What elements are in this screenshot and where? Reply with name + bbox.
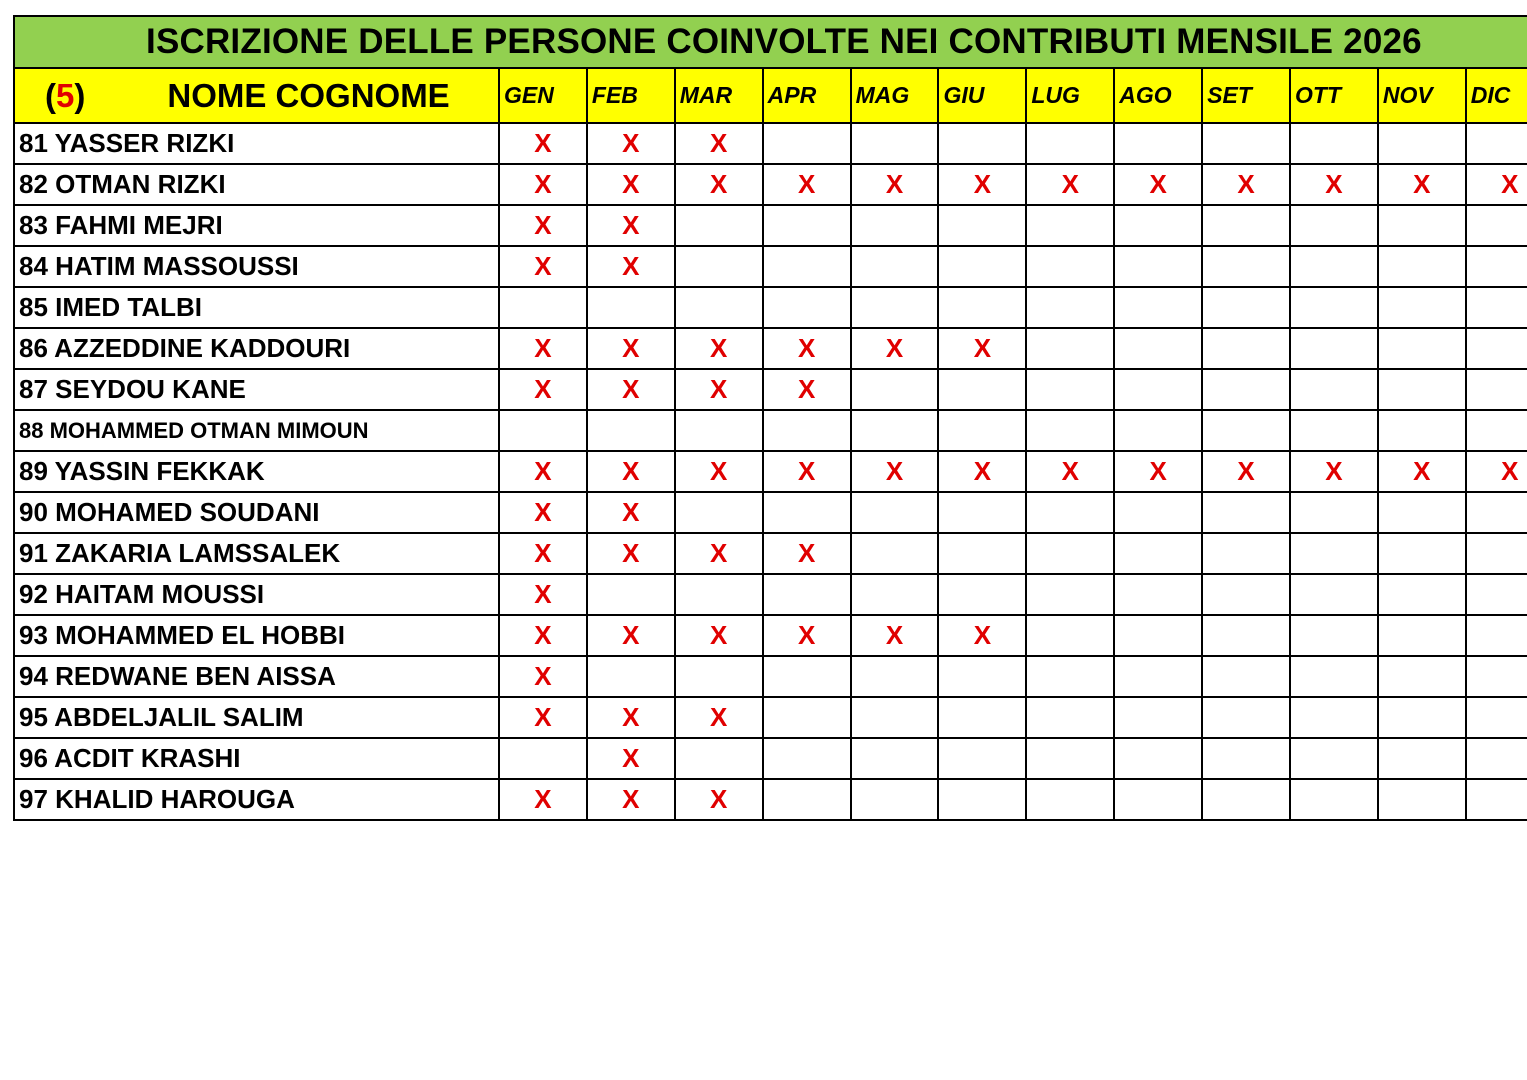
payment-mark-cell[interactable] bbox=[938, 574, 1026, 615]
person-name-cell[interactable]: 91 ZAKARIA LAMSSALEK bbox=[14, 533, 499, 574]
payment-mark-cell[interactable]: X bbox=[587, 451, 675, 492]
payment-mark-cell[interactable] bbox=[1114, 656, 1202, 697]
payment-mark-cell[interactable] bbox=[1378, 328, 1466, 369]
payment-mark-cell[interactable] bbox=[1466, 410, 1527, 451]
payment-mark-cell[interactable]: X bbox=[499, 574, 587, 615]
payment-mark-cell[interactable]: X bbox=[587, 246, 675, 287]
payment-mark-cell[interactable] bbox=[1378, 369, 1466, 410]
payment-mark-cell[interactable]: X bbox=[587, 533, 675, 574]
payment-mark-cell[interactable] bbox=[1202, 574, 1290, 615]
payment-mark-cell[interactable]: X bbox=[1026, 164, 1114, 205]
payment-mark-cell[interactable] bbox=[1466, 205, 1527, 246]
payment-mark-cell[interactable] bbox=[1466, 697, 1527, 738]
payment-mark-cell[interactable] bbox=[1026, 369, 1114, 410]
month-header-dic[interactable]: DIC bbox=[1466, 68, 1527, 123]
payment-mark-cell[interactable] bbox=[763, 697, 851, 738]
payment-mark-cell[interactable] bbox=[763, 410, 851, 451]
payment-mark-cell[interactable] bbox=[1114, 123, 1202, 164]
payment-mark-cell[interactable] bbox=[1290, 492, 1378, 533]
payment-mark-cell[interactable] bbox=[1378, 246, 1466, 287]
month-header-mar[interactable]: MAR bbox=[675, 68, 763, 123]
title-row bbox=[14, 16, 1527, 68]
payment-mark-cell[interactable]: X bbox=[587, 492, 675, 533]
payment-mark-cell[interactable] bbox=[851, 205, 939, 246]
table-row bbox=[14, 410, 1527, 451]
open-paren: ( bbox=[45, 76, 56, 114]
payment-mark-cell[interactable] bbox=[1026, 697, 1114, 738]
payment-mark-cell[interactable]: X bbox=[675, 615, 763, 656]
payment-mark-cell[interactable] bbox=[1114, 205, 1202, 246]
payment-mark-cell[interactable] bbox=[675, 246, 763, 287]
payment-mark-cell[interactable] bbox=[851, 574, 939, 615]
payment-mark-cell[interactable]: X bbox=[938, 615, 1026, 656]
payment-mark-cell[interactable] bbox=[763, 205, 851, 246]
group-number: 5 bbox=[56, 76, 75, 114]
payment-mark-cell[interactable] bbox=[1290, 533, 1378, 574]
payment-mark-cell[interactable]: X bbox=[499, 656, 587, 697]
payment-mark-cell[interactable]: X bbox=[763, 533, 851, 574]
payment-mark-cell[interactable] bbox=[851, 287, 939, 328]
payment-mark-cell[interactable] bbox=[1466, 615, 1527, 656]
payment-mark-cell[interactable]: X bbox=[1114, 451, 1202, 492]
person-name-cell[interactable]: 93 MOHAMMED EL HOBBI bbox=[14, 615, 499, 656]
payment-mark-cell[interactable] bbox=[1466, 656, 1527, 697]
payment-mark-cell[interactable] bbox=[1114, 410, 1202, 451]
payment-mark-cell[interactable] bbox=[587, 287, 675, 328]
payment-mark-cell[interactable] bbox=[1202, 123, 1290, 164]
payment-mark-cell[interactable] bbox=[938, 656, 1026, 697]
payment-mark-cell[interactable] bbox=[1114, 779, 1202, 820]
payment-mark-cell[interactable]: X bbox=[499, 123, 587, 164]
payment-mark-cell[interactable]: X bbox=[499, 615, 587, 656]
month-header-gen[interactable]: GEN bbox=[499, 68, 587, 123]
table-row bbox=[14, 246, 1527, 287]
payment-mark-cell[interactable] bbox=[1114, 328, 1202, 369]
payment-mark-cell[interactable] bbox=[1378, 123, 1466, 164]
table-row bbox=[14, 451, 1527, 492]
person-name-cell[interactable]: 92 HAITAM MOUSSI bbox=[14, 574, 499, 615]
payment-mark-cell[interactable] bbox=[1114, 533, 1202, 574]
payment-mark-cell[interactable]: X bbox=[587, 615, 675, 656]
person-name-cell[interactable]: 83 FAHMI MEJRI bbox=[14, 205, 499, 246]
payment-mark-cell[interactable] bbox=[587, 656, 675, 697]
payment-mark-cell[interactable] bbox=[675, 492, 763, 533]
payment-mark-cell[interactable] bbox=[763, 656, 851, 697]
payment-mark-cell[interactable]: X bbox=[499, 492, 587, 533]
payment-mark-cell[interactable] bbox=[1290, 287, 1378, 328]
payment-mark-cell[interactable] bbox=[1290, 369, 1378, 410]
contributions-table bbox=[13, 15, 1527, 821]
payment-mark-cell[interactable] bbox=[938, 246, 1026, 287]
payment-mark-cell[interactable] bbox=[938, 205, 1026, 246]
payment-mark-cell[interactable] bbox=[851, 123, 939, 164]
payment-mark-cell[interactable]: X bbox=[763, 615, 851, 656]
month-header-ott[interactable]: OTT bbox=[1290, 68, 1378, 123]
payment-mark-cell[interactable] bbox=[1202, 246, 1290, 287]
payment-mark-cell[interactable] bbox=[1378, 492, 1466, 533]
payment-mark-cell[interactable]: X bbox=[675, 328, 763, 369]
payment-mark-cell[interactable] bbox=[1378, 574, 1466, 615]
payment-mark-cell[interactable] bbox=[1114, 287, 1202, 328]
sheet-title[interactable]: ISCRIZIONE DELLE PERSONE COINVOLTE NEI CONTRIBUTI MENSILE 2026 bbox=[14, 16, 1527, 68]
payment-mark-cell[interactable] bbox=[1378, 205, 1466, 246]
payment-mark-cell[interactable] bbox=[938, 369, 1026, 410]
payment-mark-cell[interactable] bbox=[1290, 246, 1378, 287]
payment-mark-cell[interactable]: X bbox=[675, 369, 763, 410]
payment-mark-cell[interactable] bbox=[1026, 492, 1114, 533]
payment-mark-cell[interactable] bbox=[1202, 697, 1290, 738]
payment-mark-cell[interactable] bbox=[1026, 410, 1114, 451]
payment-mark-cell[interactable] bbox=[1202, 287, 1290, 328]
payment-mark-cell[interactable]: X bbox=[851, 451, 939, 492]
payment-mark-cell[interactable] bbox=[1290, 328, 1378, 369]
payment-mark-cell[interactable] bbox=[675, 410, 763, 451]
payment-mark-cell[interactable]: X bbox=[587, 779, 675, 820]
payment-mark-cell[interactable] bbox=[1466, 574, 1527, 615]
table-row bbox=[14, 164, 1527, 205]
payment-mark-cell[interactable] bbox=[1290, 738, 1378, 779]
payment-mark-cell[interactable] bbox=[1378, 738, 1466, 779]
payment-mark-cell[interactable] bbox=[1466, 328, 1527, 369]
payment-mark-cell[interactable] bbox=[1466, 246, 1527, 287]
payment-mark-cell[interactable] bbox=[1114, 492, 1202, 533]
payment-mark-cell[interactable] bbox=[851, 369, 939, 410]
payment-mark-cell[interactable] bbox=[851, 533, 939, 574]
payment-mark-cell[interactable]: X bbox=[499, 205, 587, 246]
payment-mark-cell[interactable] bbox=[499, 287, 587, 328]
payment-mark-cell[interactable] bbox=[1378, 533, 1466, 574]
payment-mark-cell[interactable] bbox=[1114, 246, 1202, 287]
payment-mark-cell[interactable]: X bbox=[851, 328, 939, 369]
payment-mark-cell[interactable] bbox=[1026, 205, 1114, 246]
payment-mark-cell[interactable] bbox=[1466, 779, 1527, 820]
payment-mark-cell[interactable]: X bbox=[675, 123, 763, 164]
payment-mark-cell[interactable] bbox=[1466, 738, 1527, 779]
month-header-lug[interactable]: LUG bbox=[1026, 68, 1114, 123]
table-row bbox=[14, 369, 1527, 410]
payment-mark-cell[interactable] bbox=[1466, 492, 1527, 533]
payment-mark-cell[interactable] bbox=[1378, 410, 1466, 451]
payment-mark-cell[interactable] bbox=[938, 123, 1026, 164]
table-row bbox=[14, 738, 1527, 779]
person-name-cell[interactable]: 84 HATIM MASSOUSSI bbox=[14, 246, 499, 287]
payment-mark-cell[interactable] bbox=[1466, 287, 1527, 328]
person-name-cell[interactable]: 86 AZZEDDINE KADDOURI bbox=[14, 328, 499, 369]
payment-mark-cell[interactable] bbox=[675, 656, 763, 697]
payment-mark-cell[interactable] bbox=[1378, 615, 1466, 656]
payment-mark-cell[interactable]: X bbox=[587, 205, 675, 246]
payment-mark-cell[interactable]: X bbox=[938, 164, 1026, 205]
payment-mark-cell[interactable] bbox=[763, 492, 851, 533]
payment-mark-cell[interactable] bbox=[1466, 533, 1527, 574]
close-paren: ) bbox=[74, 76, 86, 114]
payment-mark-cell[interactable] bbox=[851, 779, 939, 820]
payment-mark-cell[interactable]: X bbox=[851, 164, 939, 205]
payment-mark-cell[interactable] bbox=[1290, 615, 1378, 656]
payment-mark-cell[interactable]: X bbox=[763, 369, 851, 410]
payment-mark-cell[interactable] bbox=[938, 533, 1026, 574]
payment-mark-cell[interactable]: X bbox=[1114, 164, 1202, 205]
group-number-label bbox=[45, 77, 85, 115]
payment-mark-cell[interactable] bbox=[1378, 779, 1466, 820]
payment-mark-cell[interactable] bbox=[1114, 574, 1202, 615]
payment-mark-cell[interactable] bbox=[1378, 287, 1466, 328]
payment-mark-cell[interactable] bbox=[1202, 369, 1290, 410]
payment-mark-cell[interactable] bbox=[1202, 410, 1290, 451]
table-row bbox=[14, 656, 1527, 697]
payment-mark-cell[interactable] bbox=[587, 574, 675, 615]
payment-mark-cell[interactable] bbox=[851, 246, 939, 287]
person-name-cell[interactable]: 85 IMED TALBI bbox=[14, 287, 499, 328]
person-name-cell[interactable]: 96 ACDIT KRASHI bbox=[14, 738, 499, 779]
payment-mark-cell[interactable] bbox=[1026, 287, 1114, 328]
payment-mark-cell[interactable] bbox=[1026, 328, 1114, 369]
month-header-feb[interactable]: FEB bbox=[587, 68, 675, 123]
payment-mark-cell[interactable] bbox=[1026, 656, 1114, 697]
payment-mark-cell[interactable]: X bbox=[499, 779, 587, 820]
payment-mark-cell[interactable]: X bbox=[938, 451, 1026, 492]
payment-mark-cell[interactable] bbox=[675, 287, 763, 328]
payment-mark-cell[interactable] bbox=[1202, 656, 1290, 697]
payment-mark-cell[interactable] bbox=[763, 287, 851, 328]
payment-mark-cell[interactable] bbox=[1290, 574, 1378, 615]
payment-mark-cell[interactable]: X bbox=[1466, 451, 1527, 492]
table-row bbox=[14, 492, 1527, 533]
payment-mark-cell[interactable] bbox=[1026, 738, 1114, 779]
payment-mark-cell[interactable] bbox=[1114, 738, 1202, 779]
payment-mark-cell[interactable] bbox=[1114, 697, 1202, 738]
payment-mark-cell[interactable] bbox=[1290, 697, 1378, 738]
payment-mark-cell[interactable] bbox=[763, 123, 851, 164]
payment-mark-cell[interactable] bbox=[1026, 574, 1114, 615]
payment-mark-cell[interactable] bbox=[1202, 779, 1290, 820]
payment-mark-cell[interactable]: X bbox=[587, 123, 675, 164]
payment-mark-cell[interactable]: X bbox=[587, 369, 675, 410]
payment-mark-cell[interactable]: X bbox=[1466, 164, 1527, 205]
person-name-cell[interactable]: 94 REDWANE BEN AISSA bbox=[14, 656, 499, 697]
month-header-set[interactable]: SET bbox=[1202, 68, 1290, 123]
payment-mark-cell[interactable] bbox=[1026, 533, 1114, 574]
payment-mark-cell[interactable] bbox=[1290, 656, 1378, 697]
table-row bbox=[14, 287, 1527, 328]
person-name-cell[interactable]: 89 YASSIN FEKKAK bbox=[14, 451, 499, 492]
payment-mark-cell[interactable] bbox=[938, 697, 1026, 738]
payment-mark-cell[interactable] bbox=[1202, 328, 1290, 369]
person-name-cell[interactable]: 90 MOHAMED SOUDANI bbox=[14, 492, 499, 533]
payment-mark-cell[interactable] bbox=[1290, 410, 1378, 451]
payment-mark-cell[interactable]: X bbox=[1290, 164, 1378, 205]
payment-mark-cell[interactable] bbox=[938, 779, 1026, 820]
payment-mark-cell[interactable] bbox=[1290, 205, 1378, 246]
payment-mark-cell[interactable] bbox=[1026, 123, 1114, 164]
payment-mark-cell[interactable] bbox=[938, 738, 1026, 779]
payment-mark-cell[interactable] bbox=[1290, 123, 1378, 164]
payment-mark-cell[interactable]: X bbox=[1378, 451, 1466, 492]
payment-mark-cell[interactable]: X bbox=[499, 246, 587, 287]
payment-mark-cell[interactable]: X bbox=[499, 369, 587, 410]
payment-mark-cell[interactable] bbox=[1202, 492, 1290, 533]
table-row bbox=[14, 123, 1527, 164]
payment-mark-cell[interactable] bbox=[1026, 246, 1114, 287]
payment-mark-cell[interactable] bbox=[851, 656, 939, 697]
payment-mark-cell[interactable] bbox=[587, 410, 675, 451]
payment-mark-cell[interactable] bbox=[675, 738, 763, 779]
table-row bbox=[14, 205, 1527, 246]
payment-mark-cell[interactable]: X bbox=[763, 164, 851, 205]
payment-mark-cell[interactable]: X bbox=[499, 697, 587, 738]
payment-mark-cell[interactable]: X bbox=[1202, 451, 1290, 492]
payment-mark-cell[interactable] bbox=[1466, 369, 1527, 410]
name-column-header[interactable] bbox=[14, 68, 499, 123]
table-row bbox=[14, 328, 1527, 369]
payment-mark-cell[interactable]: X bbox=[499, 533, 587, 574]
payment-mark-cell[interactable]: X bbox=[1026, 451, 1114, 492]
payment-mark-cell[interactable] bbox=[1026, 615, 1114, 656]
payment-mark-cell[interactable] bbox=[1114, 369, 1202, 410]
person-name-cell[interactable]: 82 OTMAN RIZKI bbox=[14, 164, 499, 205]
payment-mark-cell[interactable] bbox=[1114, 615, 1202, 656]
person-name-cell[interactable]: 95 ABDELJALIL SALIM bbox=[14, 697, 499, 738]
payment-mark-cell[interactable] bbox=[851, 410, 939, 451]
payment-mark-cell[interactable]: X bbox=[763, 451, 851, 492]
table-row bbox=[14, 697, 1527, 738]
payment-mark-cell[interactable] bbox=[763, 246, 851, 287]
payment-mark-cell[interactable] bbox=[851, 697, 939, 738]
payment-mark-cell[interactable] bbox=[1378, 697, 1466, 738]
month-header-apr[interactable]: APR bbox=[763, 68, 851, 123]
payment-mark-cell[interactable] bbox=[938, 410, 1026, 451]
payment-mark-cell[interactable] bbox=[763, 738, 851, 779]
payment-mark-cell[interactable] bbox=[1290, 779, 1378, 820]
table-row bbox=[14, 615, 1527, 656]
payment-mark-cell[interactable] bbox=[763, 779, 851, 820]
payment-mark-cell[interactable] bbox=[938, 287, 1026, 328]
table-row bbox=[14, 574, 1527, 615]
table-row bbox=[14, 533, 1527, 574]
payment-mark-cell[interactable]: X bbox=[499, 451, 587, 492]
payment-mark-cell[interactable] bbox=[499, 410, 587, 451]
payment-mark-cell[interactable] bbox=[1202, 615, 1290, 656]
month-header-mag[interactable]: MAG bbox=[851, 68, 939, 123]
person-name-cell[interactable]: 88 MOHAMMED OTMAN MIMOUN bbox=[14, 410, 499, 451]
month-header-ago[interactable]: AGO bbox=[1114, 68, 1202, 123]
payment-mark-cell[interactable]: X bbox=[851, 615, 939, 656]
month-header-giu[interactable]: GIU bbox=[938, 68, 1026, 123]
payment-mark-cell[interactable]: X bbox=[1290, 451, 1378, 492]
payment-mark-cell[interactable]: X bbox=[587, 328, 675, 369]
payment-mark-cell[interactable]: X bbox=[1202, 164, 1290, 205]
month-header-nov[interactable]: NOV bbox=[1378, 68, 1466, 123]
payment-mark-cell[interactable]: X bbox=[587, 697, 675, 738]
payment-mark-cell[interactable]: X bbox=[675, 697, 763, 738]
payment-mark-cell[interactable]: X bbox=[675, 164, 763, 205]
payment-mark-cell[interactable]: X bbox=[938, 328, 1026, 369]
name-header-label: NOME COGNOME bbox=[167, 76, 450, 114]
payment-mark-cell[interactable]: X bbox=[1378, 164, 1466, 205]
payment-mark-cell[interactable] bbox=[1202, 533, 1290, 574]
table-row bbox=[14, 779, 1527, 820]
payment-mark-cell[interactable] bbox=[851, 738, 939, 779]
payment-mark-cell[interactable] bbox=[1378, 656, 1466, 697]
payment-mark-cell[interactable]: X bbox=[587, 738, 675, 779]
person-name-cell[interactable]: 87 SEYDOU KANE bbox=[14, 369, 499, 410]
payment-mark-cell[interactable]: X bbox=[587, 164, 675, 205]
payment-mark-cell[interactable] bbox=[1026, 779, 1114, 820]
header-row bbox=[14, 68, 1527, 123]
person-name-cell[interactable]: 97 KHALID HAROUGA bbox=[14, 779, 499, 820]
payment-mark-cell[interactable] bbox=[1466, 123, 1527, 164]
payment-mark-cell[interactable] bbox=[851, 492, 939, 533]
payment-mark-cell[interactable] bbox=[675, 574, 763, 615]
payment-mark-cell[interactable] bbox=[763, 574, 851, 615]
payment-mark-cell[interactable]: X bbox=[675, 779, 763, 820]
payment-mark-cell[interactable]: X bbox=[763, 328, 851, 369]
payment-mark-cell[interactable]: X bbox=[499, 164, 587, 205]
payment-mark-cell[interactable] bbox=[1202, 205, 1290, 246]
payment-mark-cell[interactable]: X bbox=[499, 328, 587, 369]
payment-mark-cell[interactable]: X bbox=[675, 533, 763, 574]
person-name-cell[interactable]: 81 YASSER RIZKI bbox=[14, 123, 499, 164]
payment-mark-cell[interactable] bbox=[938, 492, 1026, 533]
payment-mark-cell[interactable] bbox=[675, 205, 763, 246]
payment-mark-cell[interactable] bbox=[499, 738, 587, 779]
payment-mark-cell[interactable]: X bbox=[675, 451, 763, 492]
payment-mark-cell[interactable] bbox=[1202, 738, 1290, 779]
